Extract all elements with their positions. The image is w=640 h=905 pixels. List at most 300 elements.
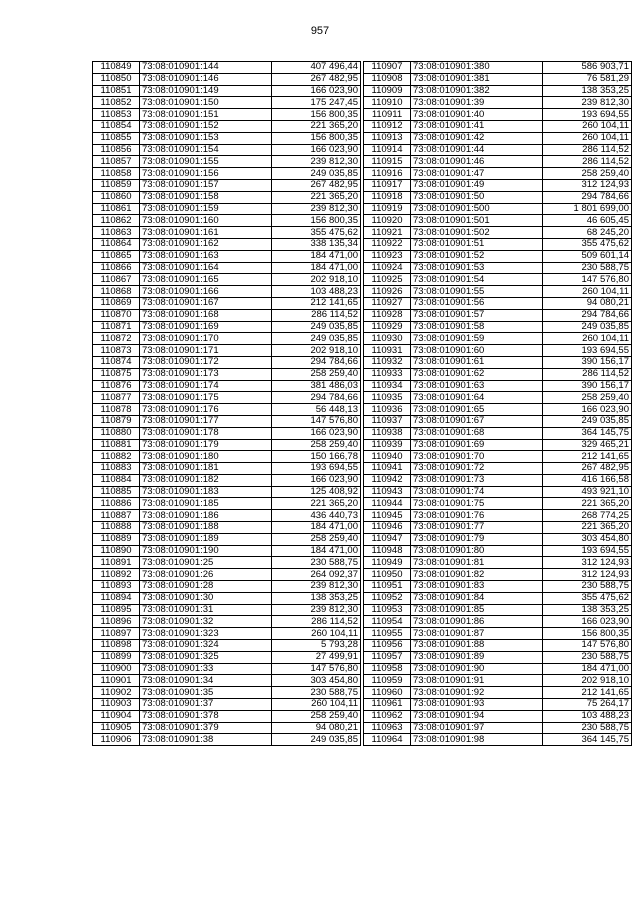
value-cell: 147 576,80 bbox=[543, 640, 632, 652]
value-cell: 138 353,25 bbox=[543, 604, 632, 616]
record-number-cell: 110867 bbox=[93, 274, 140, 286]
cadastral-number-cell: 73:08:010901:167 bbox=[140, 297, 272, 309]
cadastral-number-cell: 73:08:010901:166 bbox=[140, 286, 272, 298]
value-cell: 436 440,73 bbox=[272, 510, 361, 522]
table-row bbox=[364, 227, 632, 239]
record-number-cell: 110896 bbox=[93, 616, 140, 628]
record-number-cell: 110859 bbox=[93, 179, 140, 191]
value-cell: 212 141,65 bbox=[543, 687, 632, 699]
cadastral-number-cell: 73:08:010901:57 bbox=[411, 309, 543, 321]
value-cell: 260 104,11 bbox=[543, 333, 632, 345]
record-number-cell: 110930 bbox=[364, 333, 411, 345]
cadastral-number-cell: 73:08:010901:79 bbox=[411, 533, 543, 545]
record-number-cell: 110922 bbox=[364, 238, 411, 250]
record-number-cell: 110912 bbox=[364, 120, 411, 132]
value-cell: 364 145,75 bbox=[543, 734, 632, 746]
cadastral-number-cell: 73:08:010901:324 bbox=[140, 640, 272, 652]
table-row bbox=[93, 309, 361, 321]
record-number-cell: 110919 bbox=[364, 203, 411, 215]
value-cell: 390 156,17 bbox=[543, 380, 632, 392]
table-row bbox=[93, 710, 361, 722]
table-row bbox=[93, 675, 361, 687]
value-cell: 68 245,20 bbox=[543, 227, 632, 239]
table-row bbox=[93, 333, 361, 345]
cadastral-number-cell: 73:08:010901:171 bbox=[140, 345, 272, 357]
record-number-cell: 110882 bbox=[93, 451, 140, 463]
table-row bbox=[364, 203, 632, 215]
table-row bbox=[364, 132, 632, 144]
record-number-cell: 110869 bbox=[93, 297, 140, 309]
table-row bbox=[93, 297, 361, 309]
table-row bbox=[364, 321, 632, 333]
record-number-cell: 110932 bbox=[364, 356, 411, 368]
table-row bbox=[364, 156, 632, 168]
record-number-cell: 110902 bbox=[93, 687, 140, 699]
value-cell: 312 124,93 bbox=[543, 179, 632, 191]
table-row bbox=[93, 356, 361, 368]
record-number-cell: 110865 bbox=[93, 250, 140, 262]
table-row bbox=[364, 274, 632, 286]
table-row bbox=[93, 604, 361, 616]
cadastral-number-cell: 73:08:010901:170 bbox=[140, 333, 272, 345]
cadastral-number-cell: 73:08:010901:150 bbox=[140, 97, 272, 109]
record-number-cell: 110929 bbox=[364, 321, 411, 333]
table-row bbox=[364, 451, 632, 463]
record-number-cell: 110963 bbox=[364, 722, 411, 734]
table-row bbox=[364, 675, 632, 687]
value-cell: 303 454,80 bbox=[543, 533, 632, 545]
value-cell: 103 488,23 bbox=[272, 286, 361, 298]
value-cell: 407 496,44 bbox=[272, 62, 361, 74]
record-number-cell: 110852 bbox=[93, 97, 140, 109]
record-number-cell: 110955 bbox=[364, 628, 411, 640]
table-row bbox=[93, 286, 361, 298]
cadastral-number-cell: 73:08:010901:50 bbox=[411, 191, 543, 203]
value-cell: 147 576,80 bbox=[272, 663, 361, 675]
record-number-cell: 110860 bbox=[93, 191, 140, 203]
record-number-cell: 110933 bbox=[364, 368, 411, 380]
table-row bbox=[364, 73, 632, 85]
record-number-cell: 110934 bbox=[364, 380, 411, 392]
cadastral-number-cell: 73:08:010901:89 bbox=[411, 651, 543, 663]
value-cell: 184 471,00 bbox=[543, 663, 632, 675]
record-number-cell: 110940 bbox=[364, 451, 411, 463]
cadastral-number-cell: 73:08:010901:190 bbox=[140, 545, 272, 557]
value-cell: 260 104,11 bbox=[543, 132, 632, 144]
table-row bbox=[93, 73, 361, 85]
record-number-cell: 110937 bbox=[364, 415, 411, 427]
cadastral-number-cell: 73:08:010901:165 bbox=[140, 274, 272, 286]
value-cell: 294 784,66 bbox=[272, 392, 361, 404]
value-cell: 166 023,90 bbox=[272, 474, 361, 486]
cadastral-number-cell: 73:08:010901:61 bbox=[411, 356, 543, 368]
value-cell: 46 605,45 bbox=[543, 215, 632, 227]
record-number-cell: 110916 bbox=[364, 168, 411, 180]
cadastral-number-cell: 73:08:010901:154 bbox=[140, 144, 272, 156]
value-cell: 166 023,90 bbox=[272, 144, 361, 156]
record-number-cell: 110948 bbox=[364, 545, 411, 557]
table-row bbox=[364, 604, 632, 616]
table-row bbox=[364, 569, 632, 581]
cadastral-number-cell: 73:08:010901:33 bbox=[140, 663, 272, 675]
table-row bbox=[93, 463, 361, 475]
record-number-cell: 110864 bbox=[93, 238, 140, 250]
cadastral-number-cell: 73:08:010901:153 bbox=[140, 132, 272, 144]
cadastral-number-cell: 73:08:010901:60 bbox=[411, 345, 543, 357]
value-cell: 381 486,03 bbox=[272, 380, 361, 392]
cadastral-number-cell: 73:08:010901:39 bbox=[411, 97, 543, 109]
cadastral-number-cell: 73:08:010901:83 bbox=[411, 581, 543, 593]
cadastral-number-cell: 73:08:010901:88 bbox=[411, 640, 543, 652]
table-row bbox=[364, 345, 632, 357]
table-row bbox=[364, 545, 632, 557]
value-cell: 312 124,93 bbox=[543, 557, 632, 569]
record-number-cell: 110893 bbox=[93, 581, 140, 593]
table-row bbox=[93, 168, 361, 180]
record-number-cell: 110858 bbox=[93, 168, 140, 180]
record-number-cell: 110920 bbox=[364, 215, 411, 227]
table-row bbox=[93, 109, 361, 121]
table-row bbox=[364, 687, 632, 699]
record-number-cell: 110949 bbox=[364, 557, 411, 569]
cadastral-number-cell: 73:08:010901:49 bbox=[411, 179, 543, 191]
record-number-cell: 110941 bbox=[364, 463, 411, 475]
value-cell: 249 035,85 bbox=[272, 333, 361, 345]
cadastral-number-cell: 73:08:010901:40 bbox=[411, 109, 543, 121]
table-row bbox=[364, 250, 632, 262]
table-row bbox=[364, 486, 632, 498]
cadastral-number-cell: 73:08:010901:44 bbox=[411, 144, 543, 156]
table-row bbox=[364, 734, 632, 746]
cadastral-number-cell: 73:08:010901:75 bbox=[411, 498, 543, 510]
cadastral-number-cell: 73:08:010901:68 bbox=[411, 427, 543, 439]
cadastral-number-cell: 73:08:010901:323 bbox=[140, 628, 272, 640]
record-number-cell: 110877 bbox=[93, 392, 140, 404]
record-number-cell: 110873 bbox=[93, 345, 140, 357]
value-cell: 138 353,25 bbox=[543, 85, 632, 97]
value-cell: 286 114,52 bbox=[272, 616, 361, 628]
value-cell: 221 365,20 bbox=[543, 498, 632, 510]
cadastral-number-cell: 73:08:010901:74 bbox=[411, 486, 543, 498]
cadastral-number-cell: 73:08:010901:175 bbox=[140, 392, 272, 404]
table-row bbox=[93, 191, 361, 203]
cadastral-number-cell: 73:08:010901:163 bbox=[140, 250, 272, 262]
record-number-cell: 110928 bbox=[364, 309, 411, 321]
table-row bbox=[93, 203, 361, 215]
table-row bbox=[93, 498, 361, 510]
record-number-cell: 110851 bbox=[93, 85, 140, 97]
table-row bbox=[364, 85, 632, 97]
cadastral-number-cell: 73:08:010901:51 bbox=[411, 238, 543, 250]
value-cell: 416 166,58 bbox=[543, 474, 632, 486]
record-number-cell: 110956 bbox=[364, 640, 411, 652]
record-number-cell: 110927 bbox=[364, 297, 411, 309]
record-number-cell: 110953 bbox=[364, 604, 411, 616]
table-row bbox=[364, 62, 632, 74]
value-cell: 156 800,35 bbox=[272, 215, 361, 227]
value-cell: 258 259,40 bbox=[272, 533, 361, 545]
record-number-cell: 110915 bbox=[364, 156, 411, 168]
record-number-cell: 110856 bbox=[93, 144, 140, 156]
record-number-cell: 110936 bbox=[364, 404, 411, 416]
table-row bbox=[364, 333, 632, 345]
cadastral-number-cell: 73:08:010901:156 bbox=[140, 168, 272, 180]
record-number-cell: 110938 bbox=[364, 427, 411, 439]
value-cell: 221 365,20 bbox=[272, 120, 361, 132]
record-number-cell: 110889 bbox=[93, 533, 140, 545]
value-cell: 493 921,10 bbox=[543, 486, 632, 498]
cadastral-number-cell: 73:08:010901:65 bbox=[411, 404, 543, 416]
cadastral-number-cell: 73:08:010901:178 bbox=[140, 427, 272, 439]
table-row bbox=[364, 415, 632, 427]
record-number-cell: 110935 bbox=[364, 392, 411, 404]
value-cell: 184 471,00 bbox=[272, 250, 361, 262]
value-cell: 221 365,20 bbox=[543, 522, 632, 534]
table-row bbox=[93, 120, 361, 132]
cadastral-number-cell: 73:08:010901:32 bbox=[140, 616, 272, 628]
cadastral-number-cell: 73:08:010901:176 bbox=[140, 404, 272, 416]
value-cell: 212 141,65 bbox=[543, 451, 632, 463]
table-row bbox=[364, 368, 632, 380]
cadastral-number-cell: 73:08:010901:185 bbox=[140, 498, 272, 510]
cadastral-number-cell: 73:08:010901:502 bbox=[411, 227, 543, 239]
table-row bbox=[364, 404, 632, 416]
value-cell: 166 023,90 bbox=[272, 85, 361, 97]
record-number-cell: 110923 bbox=[364, 250, 411, 262]
value-cell: 355 475,62 bbox=[543, 238, 632, 250]
table-row bbox=[93, 274, 361, 286]
cadastral-number-cell: 73:08:010901:174 bbox=[140, 380, 272, 392]
value-cell: 202 918,10 bbox=[543, 675, 632, 687]
value-cell: 390 156,17 bbox=[543, 356, 632, 368]
table-row bbox=[364, 286, 632, 298]
cadastral-number-cell: 73:08:010901:92 bbox=[411, 687, 543, 699]
record-number-cell: 110964 bbox=[364, 734, 411, 746]
value-cell: 338 135,34 bbox=[272, 238, 361, 250]
table-row bbox=[364, 215, 632, 227]
table-row bbox=[93, 557, 361, 569]
cadastral-number-cell: 73:08:010901:37 bbox=[140, 699, 272, 711]
cadastral-number-cell: 73:08:010901:146 bbox=[140, 73, 272, 85]
table-row bbox=[364, 439, 632, 451]
cadastral-number-cell: 73:08:010901:179 bbox=[140, 439, 272, 451]
value-cell: 286 114,52 bbox=[543, 368, 632, 380]
record-number-cell: 110939 bbox=[364, 439, 411, 451]
record-number-cell: 110931 bbox=[364, 345, 411, 357]
value-cell: 166 023,90 bbox=[272, 427, 361, 439]
table-row bbox=[364, 144, 632, 156]
cadastral-number-cell: 73:08:010901:38 bbox=[140, 734, 272, 746]
record-number-cell: 110886 bbox=[93, 498, 140, 510]
table-row bbox=[364, 463, 632, 475]
record-number-cell: 110880 bbox=[93, 427, 140, 439]
table-row bbox=[93, 474, 361, 486]
value-cell: 94 080,21 bbox=[543, 297, 632, 309]
table-row bbox=[364, 616, 632, 628]
table-row bbox=[93, 581, 361, 593]
table-row bbox=[93, 592, 361, 604]
table-row bbox=[93, 734, 361, 746]
table-row bbox=[93, 699, 361, 711]
value-cell: 138 353,25 bbox=[272, 592, 361, 604]
value-cell: 239 812,30 bbox=[272, 581, 361, 593]
value-cell: 212 141,65 bbox=[272, 297, 361, 309]
value-cell: 166 023,90 bbox=[543, 616, 632, 628]
record-number-cell: 110861 bbox=[93, 203, 140, 215]
cadastral-number-cell: 73:08:010901:87 bbox=[411, 628, 543, 640]
record-number-cell: 110854 bbox=[93, 120, 140, 132]
cadastral-number-cell: 73:08:010901:183 bbox=[140, 486, 272, 498]
value-cell: 267 482,95 bbox=[543, 463, 632, 475]
value-cell: 76 581,29 bbox=[543, 73, 632, 85]
record-number-cell: 110899 bbox=[93, 651, 140, 663]
value-cell: 156 800,35 bbox=[272, 132, 361, 144]
table-row bbox=[364, 120, 632, 132]
table-row bbox=[364, 262, 632, 274]
table-row bbox=[93, 321, 361, 333]
table-row bbox=[364, 663, 632, 675]
table-row bbox=[93, 238, 361, 250]
record-number-cell: 110885 bbox=[93, 486, 140, 498]
cadastral-number-cell: 73:08:010901:62 bbox=[411, 368, 543, 380]
value-cell: 221 365,20 bbox=[272, 191, 361, 203]
value-cell: 258 259,40 bbox=[543, 168, 632, 180]
table-row bbox=[93, 651, 361, 663]
table-row bbox=[364, 238, 632, 250]
cadastral-number-cell: 73:08:010901:381 bbox=[411, 73, 543, 85]
value-cell: 5 793,28 bbox=[272, 640, 361, 652]
value-cell: 147 576,80 bbox=[543, 274, 632, 286]
value-cell: 230 588,75 bbox=[272, 557, 361, 569]
value-cell: 75 264,17 bbox=[543, 699, 632, 711]
cadastral-number-cell: 73:08:010901:76 bbox=[411, 510, 543, 522]
record-number-cell: 110855 bbox=[93, 132, 140, 144]
value-cell: 249 035,85 bbox=[543, 321, 632, 333]
cadastral-number-cell: 73:08:010901:161 bbox=[140, 227, 272, 239]
value-cell: 286 114,52 bbox=[543, 144, 632, 156]
table-row bbox=[364, 581, 632, 593]
value-cell: 239 812,30 bbox=[272, 203, 361, 215]
table-row bbox=[364, 592, 632, 604]
record-number-cell: 110857 bbox=[93, 156, 140, 168]
record-number-cell: 110962 bbox=[364, 710, 411, 722]
cadastral-number-cell: 73:08:010901:152 bbox=[140, 120, 272, 132]
record-number-cell: 110957 bbox=[364, 651, 411, 663]
registry-table-left bbox=[92, 61, 361, 746]
record-number-cell: 110872 bbox=[93, 333, 140, 345]
cadastral-number-cell: 73:08:010901:28 bbox=[140, 581, 272, 593]
record-number-cell: 110884 bbox=[93, 474, 140, 486]
value-cell: 267 482,95 bbox=[272, 73, 361, 85]
table-row bbox=[93, 97, 361, 109]
record-number-cell: 110951 bbox=[364, 581, 411, 593]
record-number-cell: 110894 bbox=[93, 592, 140, 604]
cadastral-number-cell: 73:08:010901:26 bbox=[140, 569, 272, 581]
record-number-cell: 110947 bbox=[364, 533, 411, 545]
table-row bbox=[93, 62, 361, 74]
value-cell: 249 035,85 bbox=[543, 415, 632, 427]
value-cell: 202 918,10 bbox=[272, 345, 361, 357]
cadastral-number-cell: 73:08:010901:56 bbox=[411, 297, 543, 309]
record-number-cell: 110887 bbox=[93, 510, 140, 522]
table-row bbox=[364, 309, 632, 321]
value-cell: 94 080,21 bbox=[272, 722, 361, 734]
value-cell: 230 588,75 bbox=[543, 262, 632, 274]
table-row bbox=[93, 569, 361, 581]
value-cell: 175 247,45 bbox=[272, 97, 361, 109]
cadastral-number-cell: 73:08:010901:54 bbox=[411, 274, 543, 286]
table-row bbox=[93, 522, 361, 534]
value-cell: 230 588,75 bbox=[543, 651, 632, 663]
record-number-cell: 110876 bbox=[93, 380, 140, 392]
cadastral-number-cell: 73:08:010901:160 bbox=[140, 215, 272, 227]
value-cell: 103 488,23 bbox=[543, 710, 632, 722]
cadastral-number-cell: 73:08:010901:144 bbox=[140, 62, 272, 74]
cadastral-number-cell: 73:08:010901:158 bbox=[140, 191, 272, 203]
value-cell: 239 812,30 bbox=[543, 97, 632, 109]
record-number-cell: 110950 bbox=[364, 569, 411, 581]
cadastral-number-cell: 73:08:010901:47 bbox=[411, 168, 543, 180]
table-row bbox=[364, 651, 632, 663]
table-row bbox=[364, 522, 632, 534]
cadastral-number-cell: 73:08:010901:81 bbox=[411, 557, 543, 569]
cadastral-number-cell: 73:08:010901:159 bbox=[140, 203, 272, 215]
table-row bbox=[93, 345, 361, 357]
value-cell: 260 104,11 bbox=[272, 699, 361, 711]
value-cell: 260 104,11 bbox=[543, 286, 632, 298]
table-row bbox=[93, 427, 361, 439]
cadastral-number-cell: 73:08:010901:35 bbox=[140, 687, 272, 699]
cadastral-number-cell: 73:08:010901:70 bbox=[411, 451, 543, 463]
table-row bbox=[93, 144, 361, 156]
cadastral-number-cell: 73:08:010901:325 bbox=[140, 651, 272, 663]
cadastral-number-cell: 73:08:010901:155 bbox=[140, 156, 272, 168]
record-number-cell: 110943 bbox=[364, 486, 411, 498]
cadastral-number-cell: 73:08:010901:59 bbox=[411, 333, 543, 345]
table-body bbox=[93, 62, 361, 746]
registry-table-right bbox=[363, 61, 632, 746]
table-row bbox=[93, 722, 361, 734]
table-row bbox=[364, 97, 632, 109]
cadastral-number-cell: 73:08:010901:67 bbox=[411, 415, 543, 427]
value-cell: 166 023,90 bbox=[543, 404, 632, 416]
value-cell: 303 454,80 bbox=[272, 675, 361, 687]
record-number-cell: 110849 bbox=[93, 62, 140, 74]
value-cell: 329 465,21 bbox=[543, 439, 632, 451]
cadastral-number-cell: 73:08:010901:69 bbox=[411, 439, 543, 451]
cadastral-number-cell: 73:08:010901:500 bbox=[411, 203, 543, 215]
record-number-cell: 110954 bbox=[364, 616, 411, 628]
value-cell: 260 104,11 bbox=[543, 120, 632, 132]
cadastral-number-cell: 73:08:010901:164 bbox=[140, 262, 272, 274]
cadastral-number-cell: 73:08:010901:80 bbox=[411, 545, 543, 557]
cadastral-number-cell: 73:08:010901:41 bbox=[411, 120, 543, 132]
value-cell: 56 448,13 bbox=[272, 404, 361, 416]
record-number-cell: 110883 bbox=[93, 463, 140, 475]
table-row bbox=[93, 663, 361, 675]
value-cell: 509 601,14 bbox=[543, 250, 632, 262]
value-cell: 249 035,85 bbox=[272, 168, 361, 180]
table-row bbox=[364, 297, 632, 309]
record-number-cell: 110906 bbox=[93, 734, 140, 746]
table-row bbox=[93, 250, 361, 262]
cadastral-number-cell: 73:08:010901:94 bbox=[411, 710, 543, 722]
table-row bbox=[93, 156, 361, 168]
cadastral-number-cell: 73:08:010901:378 bbox=[140, 710, 272, 722]
value-cell: 147 576,80 bbox=[272, 415, 361, 427]
record-number-cell: 110897 bbox=[93, 628, 140, 640]
value-cell: 184 471,00 bbox=[272, 262, 361, 274]
